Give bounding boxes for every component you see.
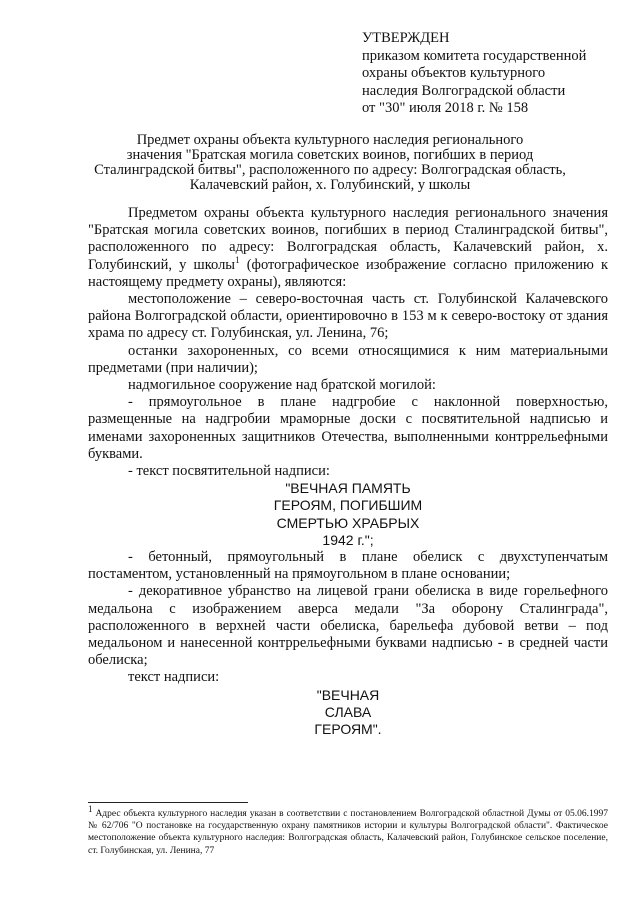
intro-paragraph [88, 205, 608, 291]
obelisk-inscription [88, 687, 608, 739]
footnote-divider [88, 802, 248, 803]
decoration-paragraph: - декоративное убранство на лицевой грани обелиска в виде горельефного медальона с изображением аверса медали "За оборону Сталинграда", расположенного в верхней части обелиска, барельефа дубовой ветви – под медальоном и нанесенной контррельефными буквами надписью - в средней части обелиска; [88, 583, 608, 669]
heading-line: Предмет охраны объекта культурного наследия регионального [136, 132, 524, 148]
inscription-line: "ВЕЧНАЯ ПАМЯТЬ [285, 480, 411, 497]
heading-line: Сталинградской битвы", расположенного по адресу: Волгоградская область, [94, 162, 566, 178]
inscription-line: ГЕРОЯМ". [314, 721, 382, 738]
approval-line: приказом комитета государственной [362, 47, 587, 64]
location-paragraph: местоположение – северо-восточная часть ст. Голубинской Калачевского района Волгоградской области, ориентировочно в 153 м к северо-востоку от здания храма по адресу ст. Голубинская, ул. Ленина, 76; [88, 291, 608, 342]
approval-line: охраны объектов культурного [362, 65, 546, 81]
inscription-line: СМЕРТЬЮ ХРАБРЫХ [276, 514, 420, 531]
obelisk-paragraph: - бетонный, прямоугольный в плане обелиск с двухступенчатым постаментом, установленный на прямоугольном в плане основании; [88, 549, 608, 583]
slab-paragraph: - прямоугольное в плане надгробие с наклонной поверхностью, размещенные на надгробии мраморные доски с посвятительной надписью и именами захороненных защитников Отечества, выполненными контррельефными буквами. [88, 394, 608, 462]
remains-paragraph: останки захороненных, со всеми относящимися к ним материальными предметами (при наличии); [88, 342, 608, 376]
footnote-text: Адрес объекта культурного наследия указан в соответствии с постановлением Волгоградской областной Думы от 05.06.1997 № 62/706 "О постановке на государственную охрану памятников истории и культуры Волгоградской области". Фактическое местоположение объекта культурного наследия: Волгоградская область, Калачевский район, Голубинское сельское поселение, ст. Голубинская, ул. Ленина, 77 [88, 809, 608, 856]
footnote-marker: 1 [88, 803, 93, 814]
inscription-line: 1942 г."; [322, 531, 374, 548]
inscription-label: текст надписи: [128, 669, 220, 686]
dedication-inscription [88, 480, 608, 549]
heading-line: Калачевский район, х. Голубинский, у школы [189, 177, 471, 193]
approval-block [362, 30, 622, 118]
intro-text: Предметом охраны объекта культурного наследия регионального значения "Братская могила советских воинов, погибших в период Сталинградской битвы", расположенного по адресу: Волгоградская область, Калачевский район, х. Голубинский, у школы [88, 205, 608, 273]
dedication-label: - текст посвятительной надписи: [128, 463, 330, 480]
monument-paragraph: надмогильное сооружение над братской могилой: [128, 377, 436, 394]
document-heading [60, 133, 600, 193]
approval-line: наследия Волгоградской области [362, 82, 566, 99]
inscription-line: ГЕРОЯМ, ПОГИБШИМ [273, 497, 423, 514]
approval-title: УТВЕРЖДЕН [362, 30, 450, 46]
heading-line: значения "Братская могила советских воинов, погибших в период [126, 147, 534, 163]
inscription-line: "ВЕЧНАЯ [316, 686, 380, 703]
document-body [88, 205, 608, 738]
footnote [88, 803, 608, 857]
footnote-ref: 1 [235, 254, 240, 265]
inscription-line: СЛАВА [324, 703, 372, 720]
intro-text-cont: (фотографическое изображение согласно приложению к настоящему предмету охраны), являются: [88, 256, 608, 290]
approval-date: от "30" июля 2018 г. № 158 [362, 100, 529, 116]
